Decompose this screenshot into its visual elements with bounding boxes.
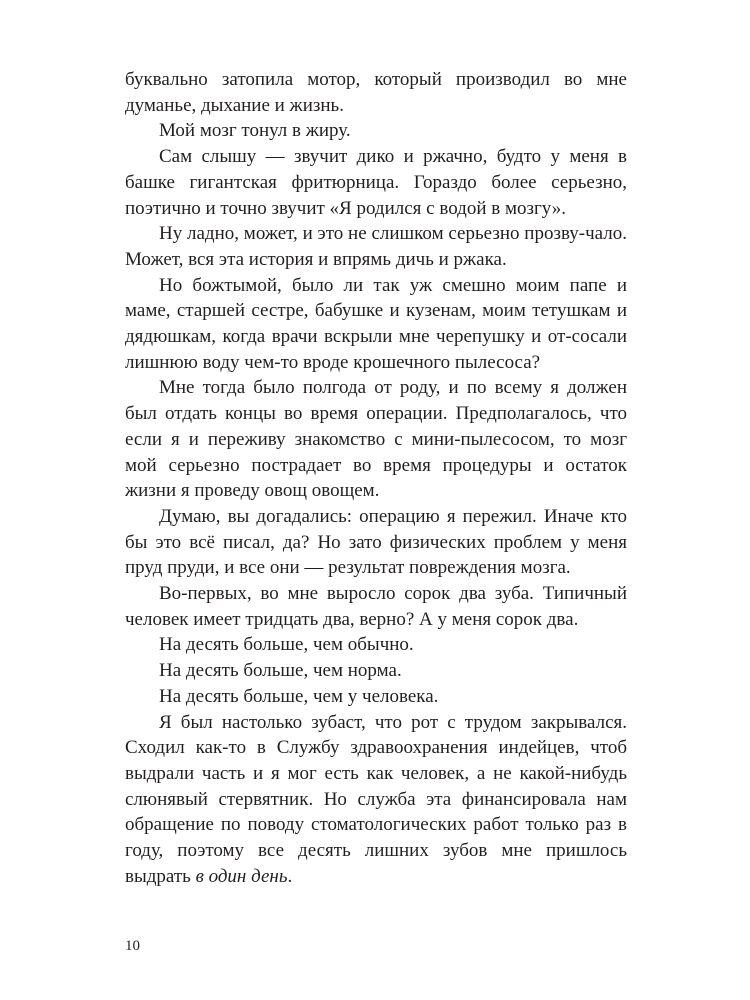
paragraph: Но божтымой, было ли так уж смешно моим папе и маме, старшей сестре, бабушке и кузенам, моим тетушкам и дядюшкам, когда врачи вскрыли мне черепушку и от-сосали лишнюю воду чем-то вроде крошечного пылесоса? [125,274,627,373]
paragraph-tail: . [287,865,293,887]
paragraph: На десять больше, чем обычно. [159,634,414,656]
emphasis-text: в один день [195,865,288,887]
paragraph: Мой мозг тонул в жиру. [159,120,351,142]
paragraph: Сам слышу — звучит дико и ржачно, будто у меня в башке гигантская фритюрница. Гораздо более серьезно, поэтично и точно звучит «Я родился с водой в мозгу». [125,146,627,219]
paragraph: Во-первых, во мне выросло сорок два зуба. Типичный человек имеет тридцать два, верно? А у меня сорок два. [125,583,627,630]
paragraph: Ну ладно, может, и это не слишком серьезно прозву-чало. Может, вся эта история и впрямь дичь и ржака. [125,223,627,270]
paragraph-continuation: буквально затопила мотор, который производил во мне думанье, дыхание и жизнь. [125,69,627,116]
paragraph: На десять больше, чем норма. [159,660,402,682]
paragraph: На десять больше, чем у человека. [159,685,439,707]
paragraph: Думаю, вы догадались: операцию я пережил. Иначе кто бы это всё писал, да? Но зато физических проблем у меня пруд пруди, и все они — результат повреждения мозга. [125,505,627,579]
paragraph-last [125,710,627,890]
page-number: 10 [125,938,140,954]
paragraph-text: Я был настолько зубаст, что рот с трудом закрывался. Сходил как-то в Службу здравоохранения индейцев, чтоб выдрали часть и я мог есть как человек, а не какой-нибудь слюнявый стервятник. Но служба эта финансировала нам обращение по поводу стоматологических работ только раз в году, поэтому все десять лишних зубов мне пришлось выдрать [125,711,627,887]
paragraph: Мне тогда было полгода от роду, и по всему я должен был отдать концы во время операции. Предполагалось, что если я и переживу знакомство с мини-пылесосом, то мозг мой серьезно пострадает во время процедуры и остаток жизни я проведу овощ овощем. [125,377,627,502]
book-page-body [125,67,627,890]
